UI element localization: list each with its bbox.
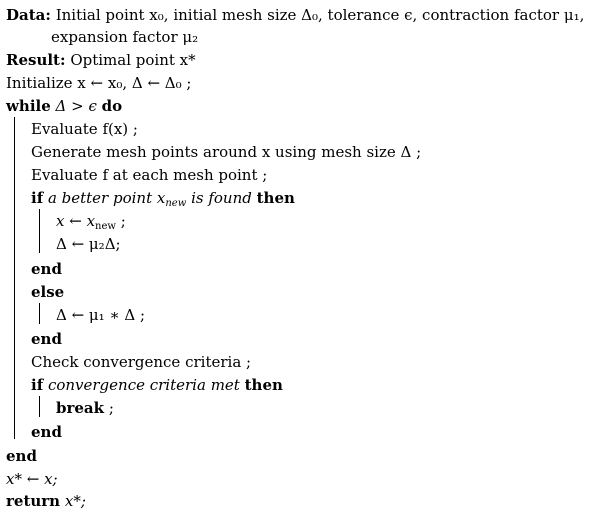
while-keyword: while xyxy=(6,97,51,115)
evaluate-each-text: Evaluate f at each mesh point ; xyxy=(31,166,268,184)
end-keyword: end xyxy=(6,447,37,465)
data-line-2 xyxy=(51,27,198,47)
contract-line xyxy=(56,305,145,325)
if-better-line xyxy=(31,188,295,208)
break-keyword: break xyxy=(56,399,105,417)
if-condition-tail: is found xyxy=(191,189,252,207)
if-keyword: if xyxy=(31,376,44,394)
assign-x-tail: ; xyxy=(120,212,126,230)
contract-text: Δ ← μ₁ ∗ Δ ; xyxy=(56,306,146,324)
result-text: Optimal point x* xyxy=(70,51,196,69)
final-assign-line xyxy=(6,469,58,489)
return-keyword: return xyxy=(6,492,61,510)
expand-text: Δ ← μ₂Δ; xyxy=(56,235,121,253)
assign-x-text: x ← x xyxy=(56,212,96,230)
if-body-bar xyxy=(39,209,40,253)
if-converge-line xyxy=(31,375,283,395)
end-keyword: end xyxy=(31,330,62,348)
break-line xyxy=(56,398,114,418)
evaluate-fx-line xyxy=(31,119,138,139)
break-tail: ; xyxy=(108,399,114,417)
check-text: Check convergence criteria ; xyxy=(31,353,252,371)
check-line xyxy=(31,352,251,372)
end-if-line xyxy=(31,259,62,279)
data-text-1: Initial point x₀, initial mesh size Δ₀, tolerance ϵ, contraction factor μ₁, xyxy=(55,6,585,24)
init-line xyxy=(6,73,191,93)
evaluate-fx-text: Evaluate f(x) ; xyxy=(31,120,138,138)
do-keyword: do xyxy=(101,97,123,115)
evaluate-each-line xyxy=(31,165,267,185)
assign-x-sub: new xyxy=(95,221,116,232)
generate-mesh-line xyxy=(31,142,421,162)
data-text-2: expansion factor μ₂ xyxy=(51,28,199,46)
assign-x-line xyxy=(56,211,126,231)
final-assign-text: x* ← x; xyxy=(6,470,58,488)
while-line xyxy=(6,96,122,116)
end-if2-line xyxy=(31,422,62,442)
end-else-line xyxy=(31,329,62,349)
if-condition-text: a better point x xyxy=(47,189,166,207)
while-body-bar xyxy=(14,117,15,439)
if-keyword: if xyxy=(31,189,44,207)
then-keyword: then xyxy=(256,189,295,207)
else-keyword: else xyxy=(31,283,65,301)
if2-body-bar xyxy=(39,396,40,417)
if-condition-sub: new xyxy=(165,198,187,209)
while-condition: Δ > ϵ xyxy=(55,97,97,115)
end-keyword: end xyxy=(31,423,62,441)
generate-mesh-text: Generate mesh points around x using mesh size Δ ; xyxy=(31,143,422,161)
else-line xyxy=(31,282,64,302)
if-condition xyxy=(48,189,252,207)
end-keyword: end xyxy=(31,260,62,278)
end-while-line xyxy=(6,446,37,466)
return-line xyxy=(6,491,86,511)
return-value: x*; xyxy=(64,492,86,510)
if2-condition: convergence criteria met xyxy=(47,376,240,394)
expand-line xyxy=(56,234,121,254)
result-label: Result: xyxy=(6,51,66,69)
then-keyword: then xyxy=(244,376,283,394)
data-label: Data: xyxy=(6,6,51,24)
data-line-1 xyxy=(6,5,584,25)
result-line xyxy=(6,50,196,70)
else-body-bar xyxy=(39,303,40,324)
init-text: Initialize x ← x₀, Δ ← Δ₀ ; xyxy=(6,74,192,92)
